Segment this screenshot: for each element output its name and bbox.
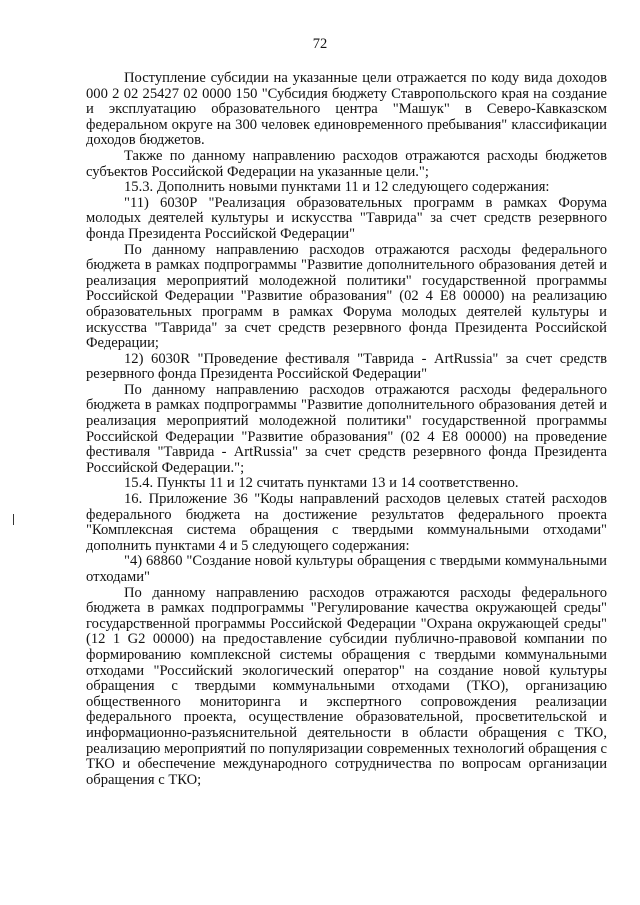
paragraph-subsidy-income-code: Поступление субсидии на указанные цели отражается по коду вида доходов 000 2 02 25427 02 0000 150 "Субсидия бюджету Ставропольского края на создание и эксплуатацию образовательного центра "Машук" в Северо-Кавказском федеральном округе на 300 человек единовременного пребывания" классификации доходов бюджетов. [86, 70, 607, 149]
paragraph-15-3-heading: 15.3. Дополнить новыми пунктами 11 и 12 следующего содержания: [124, 179, 550, 196]
paragraph-item-4-68860: "4) 68860 "Создание новой культуры обращения с твердыми коммунальными отходами" [86, 553, 607, 585]
paragraph-item-11-6030p: "11) 6030Р "Реализация образовательных программ в рамках Форума молодых деятелей культуры и искусства "Таврида" за счет средств резервного фонда Президента Российской Федерации" [86, 194, 607, 242]
paragraph-regional-budget-expenses: Также по данному направлению расходов отражаются расходы бюджетов субъектов Российской Федерации на указанные цели."; [86, 147, 607, 180]
paragraph-item-12-6030r: 12) 6030R "Проведение фестиваля "Таврида - ArtRussia" за счет средств резервного фонда Президента Российской Федерации" [86, 350, 607, 383]
document-body [86, 71, 607, 788]
paragraph-item-4-description: По данному направлению расходов отражаются расходы федерального бюджета в рамках подпрограммы "Регулирование качества окружающей среды" государственной программы Российской Федерации "Охрана окружающей среды" (12 1 G2 00000) на предоставление субсидии публично-правовой компании по формированию комплексной системы обращения с твердыми коммунальными отходами "Российский экологический оператор" на создание новой культуры обращения с твердыми коммунальными отходами (ТКО), организацию общественного мониторинга и экспертного сопровождения реализации федерального проекта, осуществление образовательной, просветительской и информационно-разъяснительной деятельности в области обращения с ТКО, реализацию мероприятий по популяризации современных технологий обращения с ТКО и обеспечение международного сотрудничества по вопросам организации обращения с ТКО; [86, 584, 607, 788]
paragraph-item-11-description: По данному направлению расходов отражаются расходы федерального бюджета в рамках подпрограммы "Развитие дополнительного образования детей и реализация мероприятий молодежной политики" государственной программы Российской Федерации "Развитие образования" (02 4 Е8 00000) на реализацию образовательных программ в рамках Форума молодых деятелей культуры и искусства "Таврида" за счет средств резервного фонда Президента Российской Федерации; [86, 241, 607, 352]
paragraph-item-12-description: По данному направлению расходов отражаются расходы федерального бюджета в рамках подпрограммы "Развитие дополнительного образования детей и реализация мероприятий молодежной политики" государственной программы Российской Федерации "Развитие образования" (02 4 Е8 00000) на проведение фестиваля "Таврида - ArtRussia" за счет средств резервного фонда Президента Российской Федерации."; [86, 381, 607, 476]
scan-artifact-mark [13, 514, 14, 525]
paragraph-16-appendix-36: 16. Приложение 36 "Коды направлений расходов целевых статей расходов федерального бюджета на достижение результатов федерального проекта "Комплексная система обращения с твердыми коммунальными отходами" дополнить пунктами 4 и 5 следующего содержания: [86, 491, 607, 554]
page-number: 72 [312, 36, 328, 52]
paragraph-15-4: 15.4. Пункты 11 и 12 считать пунктами 13 и 14 соответственно. [124, 475, 519, 492]
